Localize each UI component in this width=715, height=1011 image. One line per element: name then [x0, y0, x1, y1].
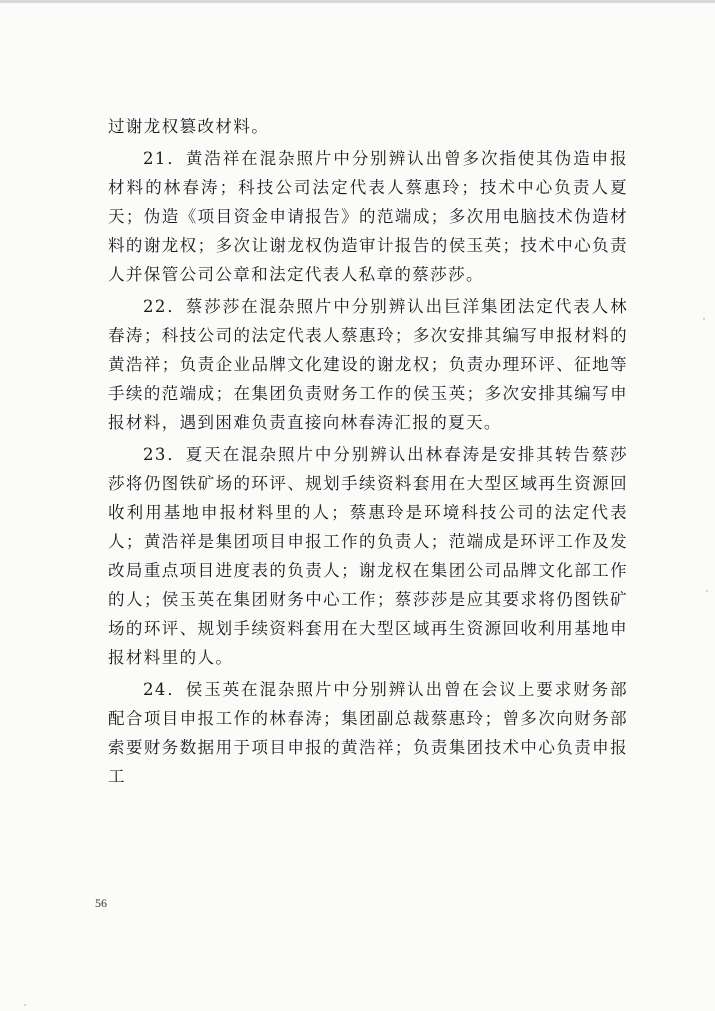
- paragraph-22: 22．蔡莎莎在混杂照片中分别辨认出巨洋集团法定代表人林春涛；科技公司的法定代表人蔡惠玲；多次安排其编写申报材料的黄浩祥；负责企业品牌文化建设的谢龙权；负责办理环评、征地等手续的范端成；在集团负责财务工作的侯玉英；多次安排其编写申报材料，遇到困难负责直接向林春涛汇报的夏天。: [108, 297, 628, 432]
- paragraph-continuation: 过谢龙权篡改材料。: [108, 117, 270, 136]
- scan-top-edge: [0, 0, 715, 3]
- scan-speck: [703, 318, 705, 320]
- document-body: [108, 112, 628, 791]
- page-number: 56: [95, 896, 107, 910]
- scan-speck: [706, 590, 708, 592]
- paragraph-21: 21．黄浩祥在混杂照片中分别辨认出曾多次指使其伪造申报材料的林春涛；科技公司法定代表人蔡惠玲；技术中心负责人夏天；伪造《项目资金申请报告》的范端成；多次用电脑技术伪造材料的谢龙权；多次让谢龙权伪造审计报告的侯玉英；技术中心负责人并保管公司公章和法定代表人私章的蔡莎莎。: [108, 149, 628, 284]
- paragraph-24: 24．侯玉英在混杂照片中分别辨认出曾在会议上要求财务部配合项目申报工作的林春涛；集团副总裁蔡惠玲；曾多次向财务部索要财务数据用于项目申报的黄浩祥；负责集团技术中心负责申报工: [108, 680, 628, 786]
- scan-speck: [24, 1004, 26, 1006]
- paragraph-23: 23．夏天在混杂照片中分别辨认出林春涛是安排其转告蔡莎莎将仍图铁矿场的环评、规划手续资料套用在大型区域再生资源回收利用基地申报材料里的人；蔡惠玲是环境科技公司的法定代表人；黄浩祥是集团项目申报工作的负责人；范端成是环评工作及发改局重点项目进度表的负责人；谢龙权在集团公司品牌文化部工作的人；侯玉英在集团财务中心工作；蔡莎莎是应其要求将仍图铁矿场的环评、规划手续资料套用在大型区域再生资源回收利用基地申报材料里的人。: [108, 445, 628, 667]
